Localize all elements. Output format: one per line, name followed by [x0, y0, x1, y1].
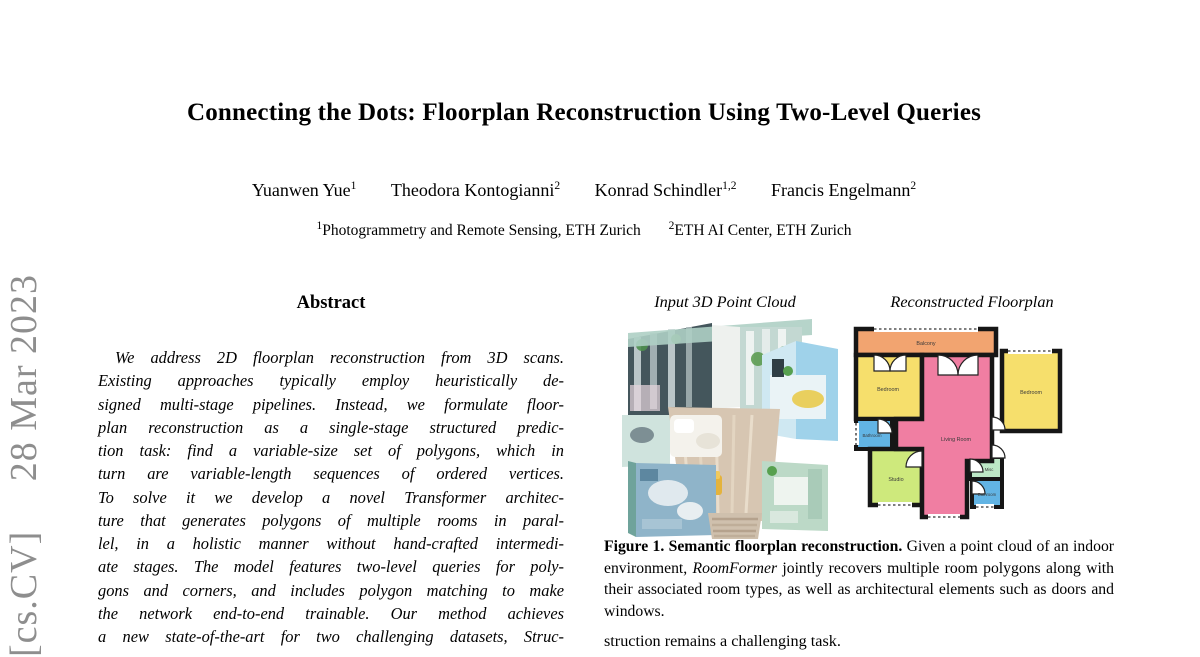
figure-caption: [604, 536, 1114, 623]
abstract-line: the network end-to-end trainable. Our method achieves: [98, 603, 564, 623]
abstract-line: plan reconstruction as a single-stage structured predic-: [98, 417, 564, 437]
affiliation-1-mark: 1: [316, 220, 323, 232]
body-text-partial-line: struction remains a challenging task.: [604, 632, 841, 650]
author-4-affmark: 2: [910, 180, 917, 192]
affiliation-list: [0, 220, 1168, 240]
abstract-line: signed multi-stage pipelines. Instead, we formulate floor-: [98, 394, 564, 414]
author-1: [252, 180, 357, 200]
abstract-line: To solve it we develop a novel Transformer architec-: [98, 487, 564, 507]
abstract-line: Existing approaches typically employ heuristically de-: [98, 371, 564, 391]
label-misc: Misc: [984, 467, 994, 472]
abstract-heading: Abstract: [296, 293, 366, 313]
author-1-name: Yuanwen Yue: [251, 180, 351, 200]
abstract-line: ate stages. The model features two-level queries for poly-: [98, 557, 564, 577]
author-list: [0, 180, 1168, 201]
label-bathroom-bottom: Bathroom: [977, 492, 997, 497]
author-2-name: Theodora Kontogianni: [390, 180, 555, 200]
author-4-name: Francis Engelmann: [770, 180, 911, 200]
floorplan-image: [850, 321, 1064, 521]
affiliation-1-text: Photogrammetry and Remote Sensing, ETH Zurich: [322, 222, 641, 240]
label-bedroom-right: Bedroom: [1020, 390, 1042, 396]
floorplan-svg: [850, 321, 1064, 521]
author-4: [771, 180, 916, 200]
affiliation-2-text: ETH AI Center, ETH Zurich: [674, 222, 852, 240]
point-cloud-image: [612, 315, 840, 539]
figure-caption-roomformer: RoomFormer: [692, 559, 778, 577]
figure-right-caption: Reconstructed Floorplan: [890, 292, 1054, 311]
figure-caption-bold: Figure 1. Semantic floorplan reconstruction.: [604, 538, 903, 555]
figure-caption-text-1: Given a point cloud of an indoor environment,: [604, 538, 1115, 577]
author-3-affmark: 1,2: [722, 180, 737, 192]
abstract-line: lel, in a holistic manner without hand-crafted intermedi-: [98, 534, 564, 553]
paper-title: Connecting the Dots: Floorplan Reconstruction Using Two-Level Queries: [186, 99, 982, 126]
author-3: [595, 180, 737, 200]
author-1-affmark: 1: [350, 180, 357, 192]
figure-1: [604, 288, 1116, 648]
abstract-line: turn are variable-length sequences of ordered vertices.: [98, 464, 564, 484]
abstract-body: [98, 346, 564, 648]
figure-caption-text-2: jointly recovers multiple room polygons along with their associated room types, as well as architectural elements such as doors and windows.: [604, 559, 1114, 621]
abstract-line: tion task: find a variable-size set of polygons, which in: [98, 441, 564, 460]
label-studio: Studio: [888, 477, 904, 483]
abstract-line: ture that generates polygons of multiple rooms in paral-: [98, 510, 564, 530]
label-bathroom-left: Bathroom: [862, 433, 882, 438]
label-bedroom-left: Bedroom: [877, 387, 899, 393]
author-2-affmark: 2: [554, 180, 561, 192]
author-2: [391, 180, 560, 200]
arxiv-banner: [cs.CV] 28 Mar 2023: [3, 273, 45, 657]
abstract-line: a new state-of-the-art for two challenging datasets, Struc-: [98, 627, 564, 646]
affiliation-1: [316, 222, 640, 239]
abstract-line: gons and corners, and includes polygon matching to make: [98, 580, 564, 600]
abstract-line: We address 2D floorplan reconstruction from 3D scans.: [115, 348, 564, 367]
affiliation-2-mark: 2: [668, 220, 675, 232]
label-balcony: Balcony: [916, 341, 936, 347]
label-living-room: Living Room: [941, 437, 971, 443]
affiliation-2: [669, 222, 852, 239]
author-3-name: Konrad Schindler: [594, 180, 723, 200]
point-cloud-svg: [612, 315, 840, 539]
figure-left-caption: Input 3D Point Cloud: [654, 292, 796, 311]
